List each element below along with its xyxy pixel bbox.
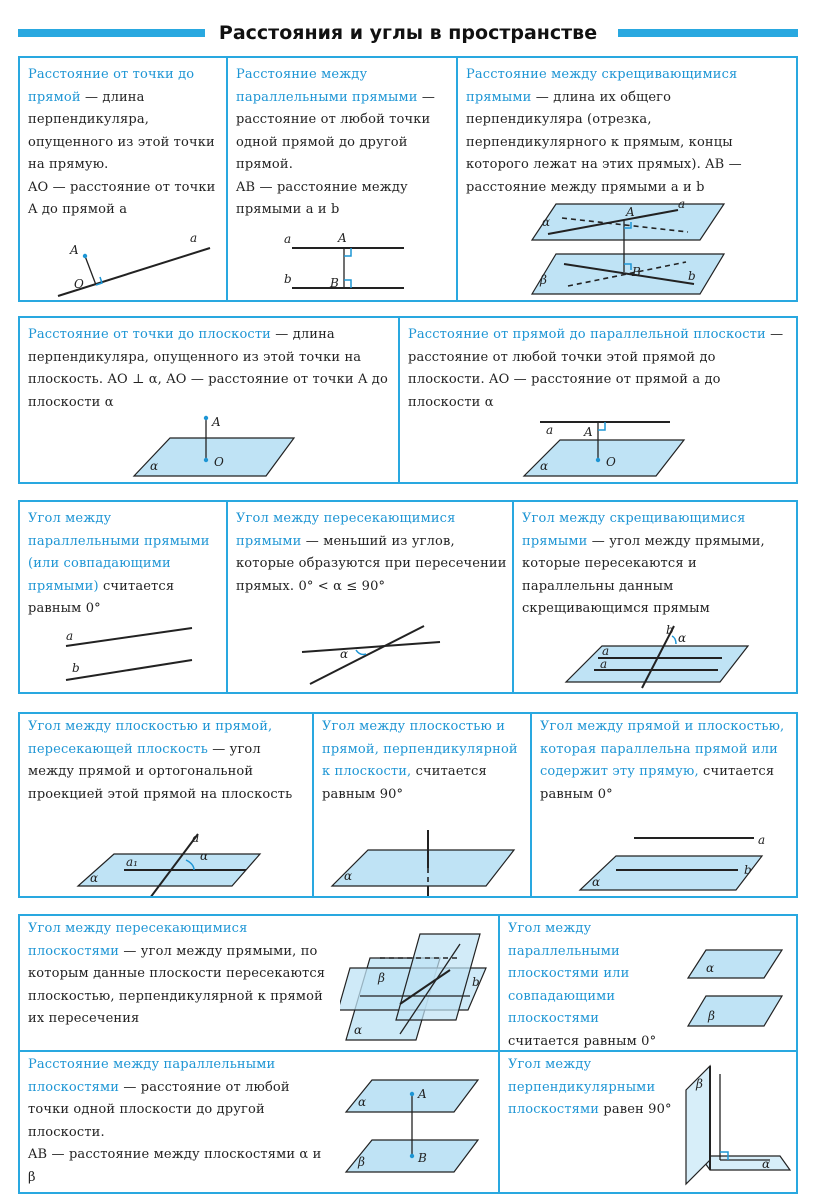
point-A xyxy=(204,416,208,420)
label-b: b xyxy=(744,863,752,877)
label-a: a xyxy=(546,423,554,437)
plane-line-parallel-text xyxy=(540,716,792,806)
block-planes-perp xyxy=(498,1050,798,1194)
plane-line-intersect-term: Угол между плоскостью и прямой, пересекающей плоскость xyxy=(28,719,273,757)
label-alpha: α xyxy=(542,215,551,229)
line-2 xyxy=(310,626,424,684)
plane-line-parallel-term: Угол между прямой и плоскостью, которая параллельна прямой или содержит эту прямую, xyxy=(540,719,785,779)
line-1 xyxy=(302,642,440,652)
plane-line-perp-figure xyxy=(328,828,518,898)
plane-line-perp-term: Угол между плоскостью и прямой, перпендикулярной к плоскости, xyxy=(322,719,518,779)
line-b xyxy=(66,660,192,680)
planes-parallel-angle-body: считается равным 0° xyxy=(508,1033,657,1049)
plane-line-perp-text xyxy=(322,716,528,806)
label-a: a xyxy=(192,831,200,845)
label-B: B xyxy=(330,276,339,290)
label-beta: β xyxy=(696,1077,703,1091)
label-alpha: α xyxy=(358,1095,367,1109)
point-plane-body: — длина перпендикуляра, опущенного из этой точки на плоскость. AO ⊥ α, AO — расстояние от точки A до плоскости α xyxy=(28,327,388,410)
planes-perp-figure xyxy=(680,1060,794,1192)
right-angle-marks xyxy=(344,248,351,288)
skew-lines-text xyxy=(466,64,792,199)
label-A: A xyxy=(626,205,635,219)
block-plane-line-perp xyxy=(312,712,532,898)
parallel-lines-text xyxy=(236,64,450,222)
angle-intersect-body: — меньший из углов, которые образуются при пересечении прямых. 0° < α ≤ 90° xyxy=(236,533,507,594)
plane-line-intersect-body: — угол между прямой и ортогональной проекцией этой прямой на плоскость xyxy=(28,741,293,802)
angle-parallel-term: Угол между параллельными прямыми (или совпадающими прямыми) xyxy=(28,511,210,594)
parallel-lines-term: Расстояние между параллельными прямыми xyxy=(236,67,418,105)
label-B: B xyxy=(632,265,641,279)
point-line-note: AO — расстояние от точки A до прямой a xyxy=(28,179,216,217)
planes-intersect-term: Угол между пересекающимися плоскостями xyxy=(28,921,248,959)
block-plane-line-parallel xyxy=(530,712,798,898)
label-a: a xyxy=(66,629,74,643)
block-planes-intersect xyxy=(18,914,500,1052)
block-plane-line-intersect xyxy=(18,712,314,898)
label-b: b xyxy=(284,272,292,286)
right-angle-mark xyxy=(598,422,605,430)
line-plane-dist-text xyxy=(408,324,792,414)
planes-parallel-angle-term: Угол между параллельными плоскостями или совпадающими плоскостями xyxy=(508,921,630,1026)
point-plane-figure xyxy=(130,414,300,480)
angle-intersect-term: Угол между пересекающимися прямыми xyxy=(236,511,456,549)
block-skew-lines xyxy=(456,56,798,302)
planes-parallel-dist-text xyxy=(28,1054,328,1189)
plane-alpha xyxy=(580,856,762,890)
planes-intersect-text xyxy=(28,918,332,1031)
angle-skew-figure xyxy=(562,622,752,690)
planes-parallel-dist-note: AB — расстояние между плоскостями α и β xyxy=(28,1147,322,1185)
parallel-lines-note: AB — расстояние между прямыми a и b xyxy=(236,179,408,217)
plane-line-parallel-body: считается равным 0° xyxy=(540,764,775,802)
label-alpha: α xyxy=(706,961,715,975)
block-point-plane xyxy=(18,316,400,484)
perp-AO xyxy=(85,256,96,285)
planes-perp-body: равен 90° xyxy=(599,1102,672,1117)
page-title-wrap xyxy=(18,22,798,44)
planes-parallel-dist-body: — расстояние от любой точки одной плоскости до другой плоскости. xyxy=(28,1079,290,1140)
block-line-plane-dist xyxy=(398,316,798,484)
block-parallel-lines xyxy=(226,56,458,302)
label-angle-alpha: α xyxy=(200,849,209,863)
plane-alpha xyxy=(688,950,782,978)
label-beta: β xyxy=(378,971,385,985)
point-B xyxy=(410,1154,414,1158)
label-beta: β xyxy=(708,1009,715,1023)
page-title: Расстояния и углы в пространстве xyxy=(205,22,611,44)
angle-parallel-text xyxy=(28,508,222,621)
block-planes-parallel-dist xyxy=(18,1050,500,1194)
angle-parallel-body: считается равным 0° xyxy=(28,578,175,616)
planes-intersect-figure xyxy=(340,924,490,1052)
planes-parallel-angle-text xyxy=(508,918,670,1052)
planes-parallel-dist-figure xyxy=(338,1072,488,1190)
block-angle-skew xyxy=(512,500,798,694)
angle-intersect-text xyxy=(236,508,508,598)
point-line-term: Расстояние от точки до прямой xyxy=(28,67,195,105)
label-alpha: α xyxy=(592,875,601,889)
skew-lines-term: Расстояние между скрещивающимися прямыми xyxy=(466,67,738,105)
label-A: A xyxy=(418,1087,427,1101)
block-point-line xyxy=(18,56,228,302)
block-angle-parallel xyxy=(18,500,228,694)
plane-alpha xyxy=(700,1156,790,1170)
label-a: a xyxy=(678,197,686,211)
point-O xyxy=(204,458,208,462)
planes-intersect-body: — угол между прямыми, по которым данные плоскости пересекаются плоскостью, перпендикулярной к прямой их пересечения xyxy=(28,943,326,1026)
planes-perp-text xyxy=(508,1054,678,1122)
label-alpha: α xyxy=(762,1157,771,1171)
point-A xyxy=(410,1092,414,1096)
plane-line-perp-body: считается равным 90° xyxy=(322,764,487,802)
line-a xyxy=(66,628,192,646)
label-O: O xyxy=(214,455,224,469)
point-plane-text xyxy=(28,324,392,414)
label-a: a xyxy=(284,232,292,246)
angle-skew-text xyxy=(522,508,792,621)
point-line-text xyxy=(28,64,220,222)
skew-lines-body: — длина их общего перпендикуляра (отрезка, перпендикулярного к прямым, концы которого лежат на этих прямых). AB — расстояние между прямыми a и b xyxy=(466,89,742,195)
label-a: a xyxy=(758,833,766,847)
label-a1: a₁ xyxy=(126,855,138,869)
skew-lines-figure xyxy=(528,196,728,300)
page-title-bar xyxy=(18,22,798,44)
plane-line-intersect-figure xyxy=(74,830,264,898)
point-line-figure xyxy=(40,234,220,300)
label-a-2: a xyxy=(600,657,608,671)
point-plane-term: Расстояние от точки до плоскости xyxy=(28,327,272,342)
angle-parallel-figure xyxy=(50,622,210,688)
plane-beta xyxy=(688,996,782,1026)
label-A: A xyxy=(584,425,593,439)
angle-skew-body: — угол между прямыми, которые пересекаются и параллельны данным скрещивающимся прямым xyxy=(522,533,765,616)
label-O: O xyxy=(606,455,616,469)
label-B: B xyxy=(418,1151,427,1165)
label-alpha: α xyxy=(344,869,353,883)
label-O: O xyxy=(74,277,84,291)
point-line-body: — длина перпендикуляра, опущенного из этой точки на прямую. xyxy=(28,89,215,172)
label-alpha: α xyxy=(90,871,99,885)
point-A xyxy=(83,254,87,258)
label-A: A xyxy=(212,415,221,429)
planes-parallel-angle-figure xyxy=(684,942,788,1046)
label-b: b xyxy=(688,269,696,283)
parallel-lines-figure xyxy=(278,230,418,302)
label-A: A xyxy=(70,243,79,257)
line-plane-dist-term: Расстояние от прямой до параллельной плоскости xyxy=(408,327,766,342)
angle-arc xyxy=(356,650,366,655)
label-alpha: α xyxy=(540,459,549,473)
label-a: a xyxy=(190,234,198,245)
block-angle-intersect xyxy=(226,500,514,694)
label-beta: β xyxy=(540,273,547,287)
plane-line-parallel-figure xyxy=(576,830,772,898)
label-beta: β xyxy=(358,1155,365,1169)
label-A: A xyxy=(338,231,347,245)
line-plane-dist-figure xyxy=(520,414,690,480)
line-plane-dist-body: — расстояние от любой точки этой прямой до плоскости. AO — расстояние от прямой a до плоскости α xyxy=(408,327,784,410)
block-planes-parallel-angle xyxy=(498,914,798,1052)
parallel-lines-body: — расстояние от любой точки одной прямой до другой прямой. xyxy=(236,89,435,172)
label-b: b xyxy=(666,623,674,637)
angle-arc xyxy=(672,636,676,644)
label-alpha: α xyxy=(678,631,687,645)
point-O xyxy=(596,458,600,462)
planes-parallel-dist-term: Расстояние между параллельными плоскостями xyxy=(28,1057,276,1095)
angle-intersect-figure xyxy=(294,620,454,688)
label-b: b xyxy=(72,661,80,675)
label-alpha: α xyxy=(340,647,349,661)
plane-alpha xyxy=(332,850,514,886)
plane-line-intersect-text xyxy=(28,716,308,806)
angle-skew-term: Угол между скрещивающимися прямыми xyxy=(522,511,746,549)
label-alpha: α xyxy=(354,1023,363,1037)
label-a: a xyxy=(602,644,610,658)
label-alpha: α xyxy=(150,459,159,473)
plane xyxy=(566,646,748,682)
planes-perp-term: Угол между перпендикулярными плоскостями xyxy=(508,1057,656,1117)
label-b: b xyxy=(472,975,480,989)
